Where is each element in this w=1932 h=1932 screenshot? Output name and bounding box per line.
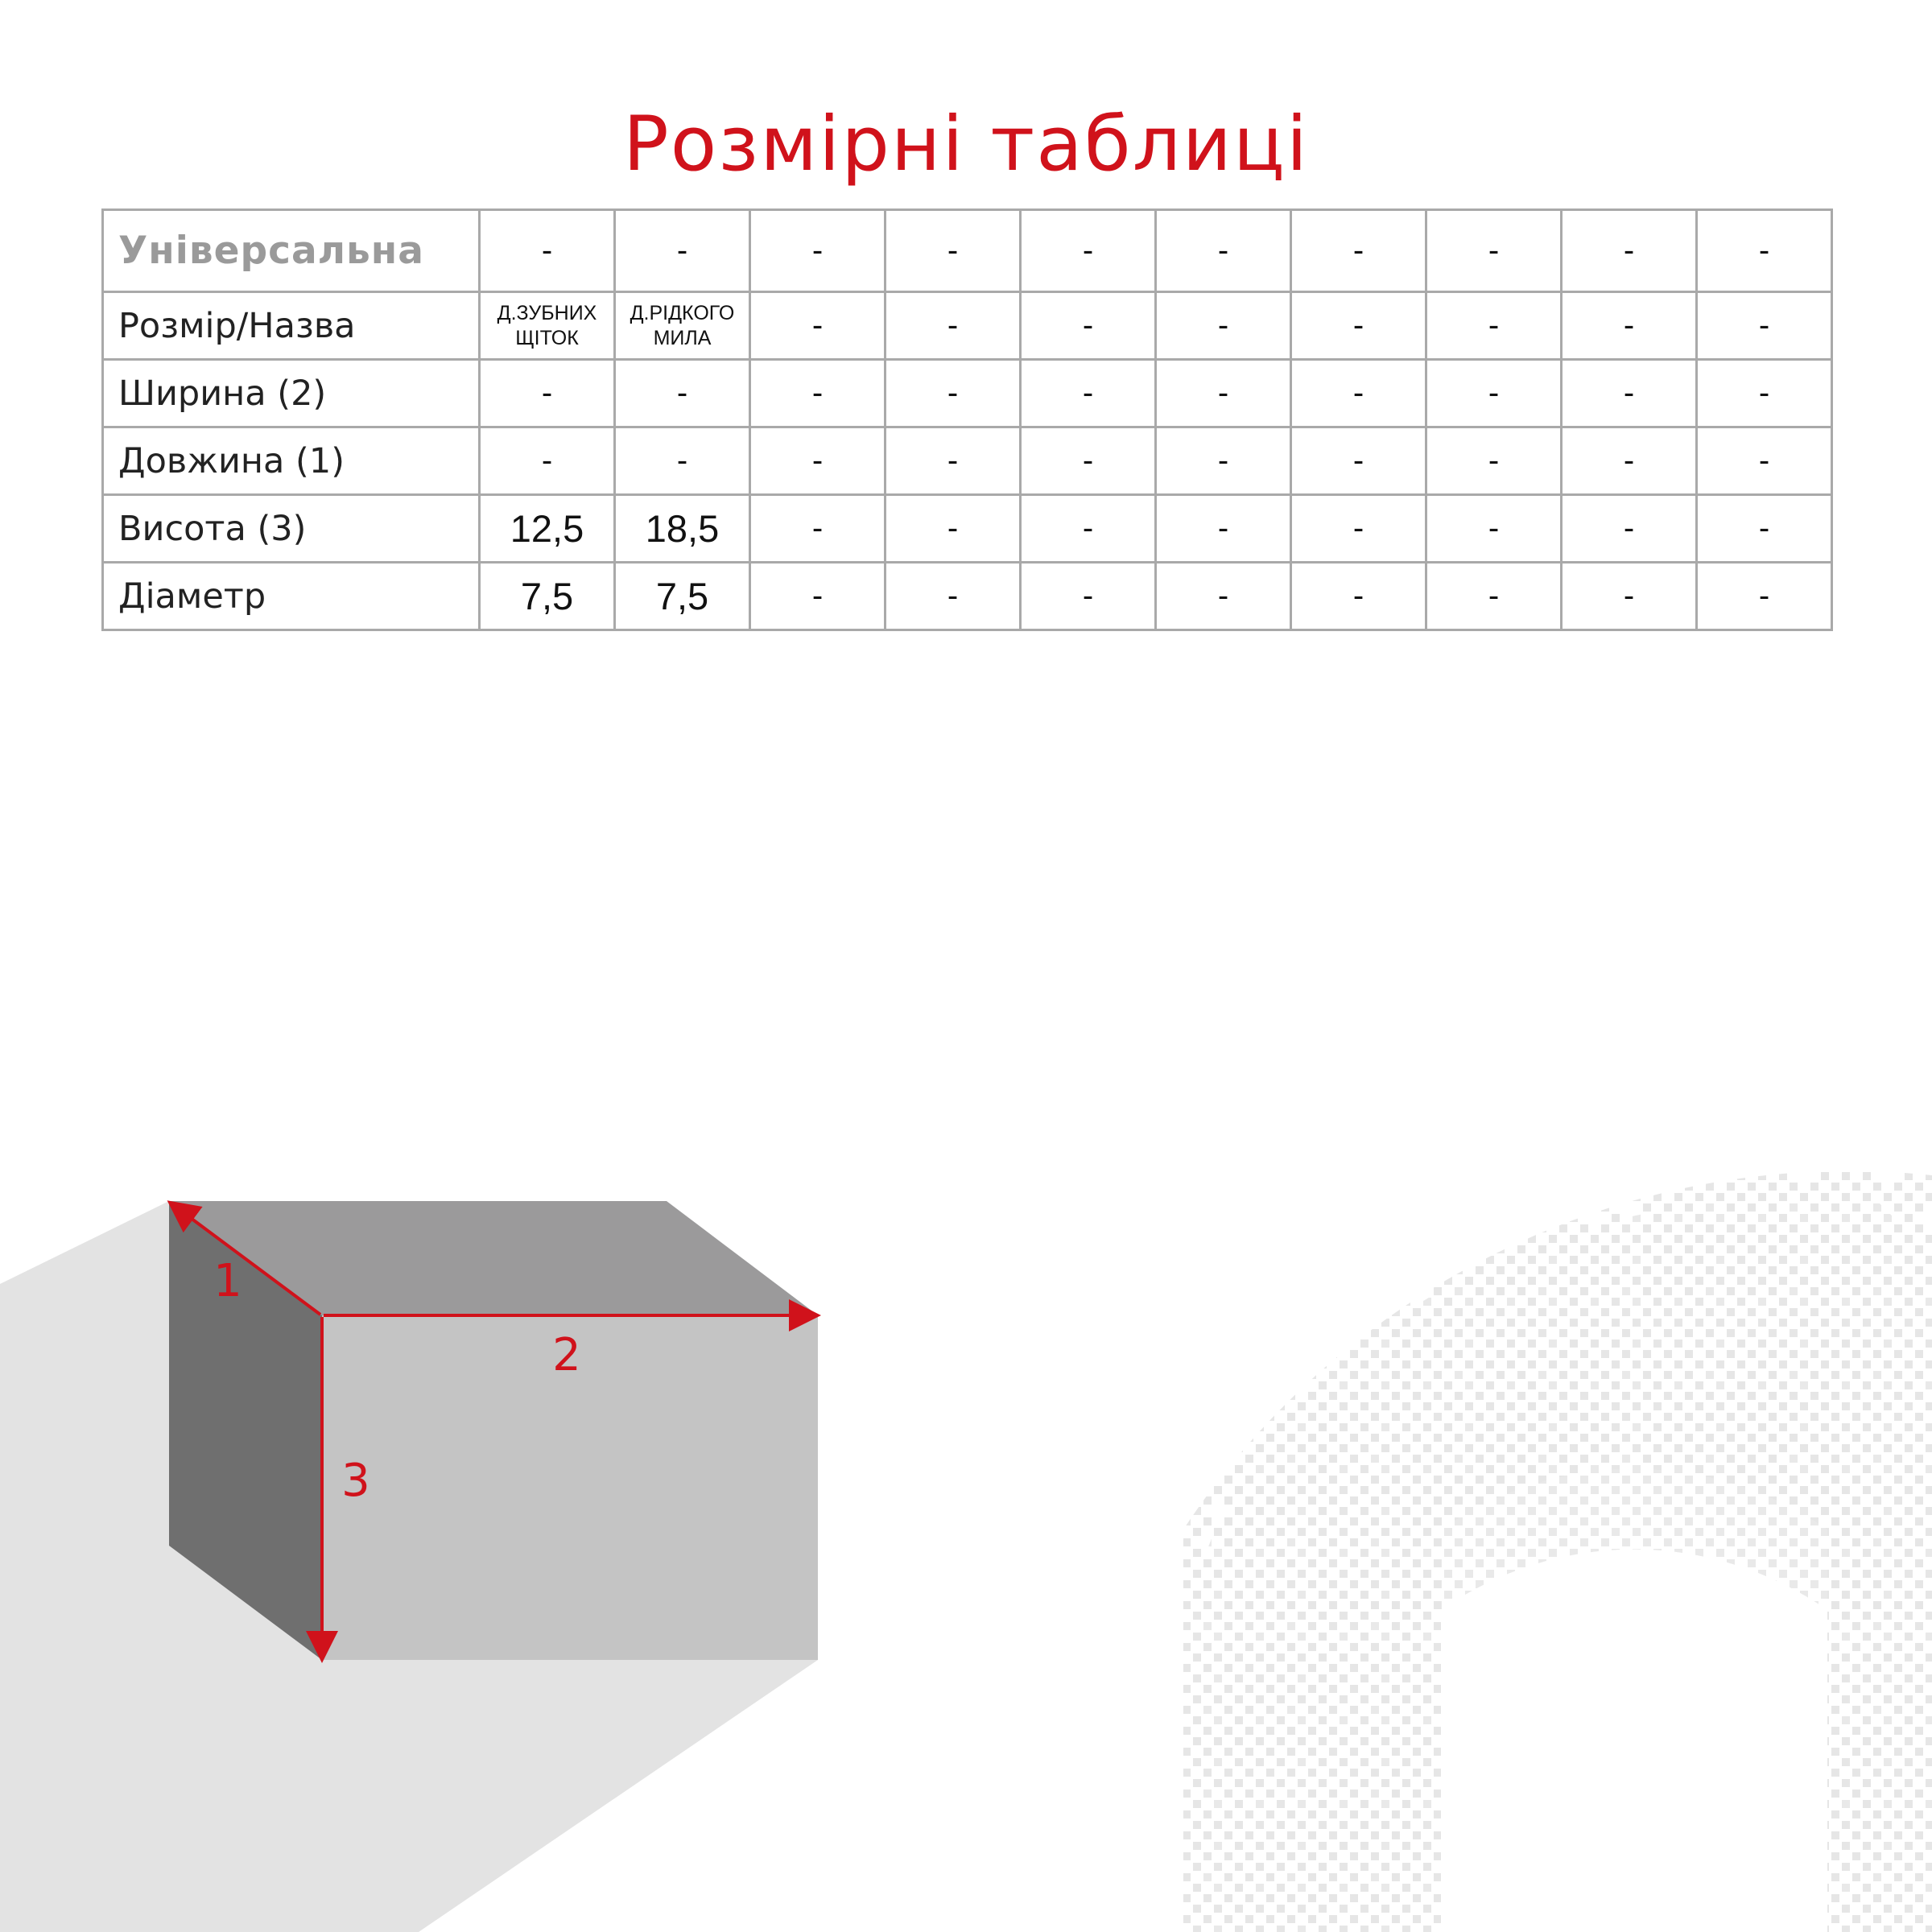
product-name-line: Д.РІДКОГО: [630, 301, 735, 324]
table-cell: -: [1697, 210, 1832, 292]
table-cell: -: [1426, 427, 1562, 495]
table-cell: -: [1291, 495, 1426, 563]
table-cell: -: [1291, 563, 1426, 630]
table-cell: -: [886, 292, 1021, 360]
product-name-line: МИЛА: [653, 326, 712, 349]
table-cell: -: [750, 210, 886, 292]
table-cell: -: [1021, 563, 1156, 630]
table-cell: -: [615, 360, 750, 427]
table-cell: -: [1697, 292, 1832, 360]
row-label: Висота (3): [103, 495, 480, 563]
table-cell: -: [750, 495, 886, 563]
table-cell: -: [1562, 563, 1697, 630]
table-cell: -: [1426, 360, 1562, 427]
table-cell: -: [886, 210, 1021, 292]
table-cell: -: [480, 360, 615, 427]
table-cell: -: [1021, 360, 1156, 427]
table-cell: -: [480, 427, 615, 495]
page-title: Розмірні таблиці: [623, 101, 1309, 188]
table-cell: -: [1562, 495, 1697, 563]
table-cell: -: [1426, 495, 1562, 563]
width-label: 2: [552, 1329, 581, 1381]
table-cell: -: [1021, 495, 1156, 563]
row-label: Універсальна: [103, 210, 480, 292]
table-cell: 7,5: [480, 563, 615, 630]
table-cell: -: [615, 427, 750, 495]
table-cell: -: [1562, 210, 1697, 292]
table-cell: -: [1426, 563, 1562, 630]
table-cell: -: [1426, 292, 1562, 360]
table-cell: -: [615, 210, 750, 292]
table-cell: 7,5: [615, 563, 750, 630]
table-cell: -: [1021, 292, 1156, 360]
row-label: Розмір/Назва: [103, 292, 480, 360]
table-cell: -: [1156, 360, 1291, 427]
table-cell: -: [1021, 427, 1156, 495]
table-cell: -: [1562, 292, 1697, 360]
table-cell: -: [1697, 495, 1832, 563]
table-cell: -: [886, 360, 1021, 427]
length-label: 1: [213, 1255, 242, 1307]
height-label: 3: [341, 1455, 370, 1507]
table-cell: -: [886, 427, 1021, 495]
table-cell: -: [1426, 210, 1562, 292]
table-cell: -: [1156, 427, 1291, 495]
table-cell: -: [480, 210, 615, 292]
row-label: Довжина (1): [103, 427, 480, 495]
product-name-line: Д.ЗУБНИХ: [497, 301, 597, 324]
table-cell: -: [1291, 427, 1426, 495]
table-cell: -: [886, 563, 1021, 630]
row-label: Діаметр: [103, 563, 480, 630]
table-cell: -: [750, 360, 886, 427]
table-cell: 18,5: [615, 495, 750, 563]
product-name-line: ЩІТОК: [515, 326, 579, 349]
table-cell: -: [1156, 563, 1291, 630]
table-cell: -: [1156, 210, 1291, 292]
table-cell: -: [886, 495, 1021, 563]
table-cell: -: [1291, 210, 1426, 292]
table-cell: 12,5: [480, 495, 615, 563]
table-cell: -: [1156, 292, 1291, 360]
table-cell: -: [1562, 427, 1697, 495]
table-cell: -: [750, 427, 886, 495]
table-cell: -: [750, 563, 886, 630]
table-cell: -: [1021, 210, 1156, 292]
table-cell: -: [750, 292, 886, 360]
table-cell: -: [1291, 292, 1426, 360]
table-cell: -: [1697, 360, 1832, 427]
table-cell: -: [1291, 360, 1426, 427]
table-cell: -: [1156, 495, 1291, 563]
table-cell: -: [1697, 563, 1832, 630]
table-cell: -: [1562, 360, 1697, 427]
table-cell: -: [1697, 427, 1832, 495]
embroidery-arc: [1183, 1196, 1932, 1932]
row-label: Ширина (2): [103, 360, 480, 427]
